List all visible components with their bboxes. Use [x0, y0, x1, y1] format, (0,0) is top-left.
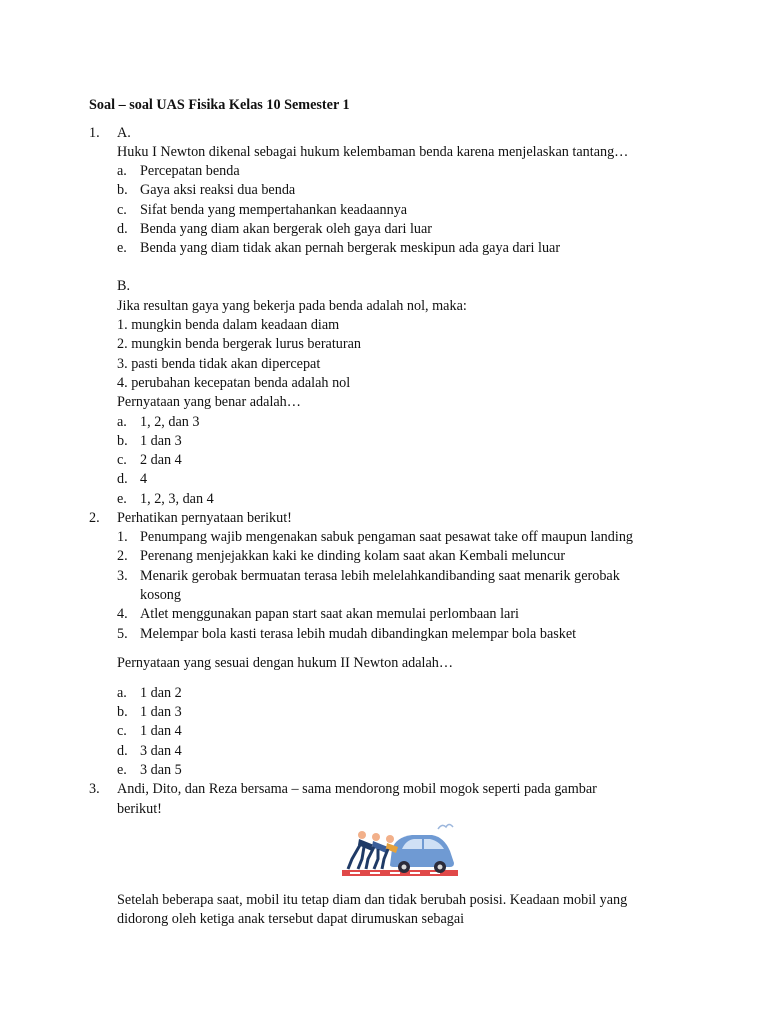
option-letter: d.	[117, 221, 128, 237]
statement-text: Penumpang wajib mengenakan sabuk pengaman saat pesawat take off maupun landing	[140, 529, 634, 545]
statement-text: Menarik gerobak bermuatan terasa lebih melelahkandibanding saat menarik gerobak	[140, 568, 620, 584]
option-letter: a.	[117, 414, 127, 430]
q1-number: 1.	[89, 125, 100, 141]
option-text: Gaya aksi reaksi dua benda	[140, 182, 296, 198]
q3-question: Andi, Dito, dan Reza bersama – sama mendorong mobil mogok seperti pada gambar	[117, 781, 597, 797]
statement-number: 4.	[117, 606, 128, 622]
statement: 2. mungkin benda bergerak lurus beraturan	[117, 336, 361, 352]
option-text: Benda yang diam tidak akan pernah bergerak meskipun ada gaya dari luar	[140, 240, 561, 256]
statement-number: 3.	[117, 568, 128, 584]
statement-text-continued: kosong	[140, 587, 181, 603]
q2-question: Perhatikan pernyataan berikut!	[117, 510, 292, 526]
statement: 3. pasti benda tidak akan dipercepat	[117, 356, 321, 372]
statement-number: 5.	[117, 626, 128, 642]
option-text: 1 dan 3	[140, 433, 182, 449]
option-text: 1, 2, 3, dan 4	[140, 491, 214, 507]
q3-after-text: Setelah beberapa saat, mobil itu tetap diam dan tidak berubah posisi. Keadaan mobil yang	[117, 892, 628, 908]
option-text: 4	[140, 471, 148, 487]
q1b-prompt: Pernyataan yang benar adalah…	[117, 394, 301, 410]
q2-number: 2.	[89, 510, 100, 526]
option-text: 2 dan 4	[140, 452, 182, 468]
q1b-question: Jika resultan gaya yang bekerja pada benda adalah nol, maka:	[117, 298, 467, 314]
option-letter: c.	[117, 723, 127, 739]
car	[390, 835, 454, 873]
option-letter: b.	[117, 433, 128, 449]
option-text: Sifat benda yang mempertahankan keadaannya	[140, 202, 408, 218]
option-letter: d.	[117, 471, 128, 487]
q3-after-text-continued: didorong oleh ketiga anak tersebut dapat dirumuskan sebagai	[117, 911, 465, 927]
option-letter: a.	[117, 685, 127, 701]
option-text: 3 dan 4	[140, 743, 182, 759]
statement-text: Perenang menjejakkan kaki ke dinding kolam saat akan Kembali meluncur	[140, 548, 566, 564]
option-letter: e.	[117, 240, 127, 256]
statement-number: 1.	[117, 529, 128, 545]
q1a-question: Huku I Newton dikenal sebagai hukum kelembaman benda karena menjelaskan tantang…	[117, 144, 629, 160]
option-text: 1 dan 4	[140, 723, 182, 739]
pushing-car-illustration	[340, 815, 460, 883]
q1b-label: B.	[117, 278, 131, 294]
statement-number: 2.	[117, 548, 128, 564]
statement-text: Melempar bola kasti terasa lebih mudah dibandingkan melempar bola basket	[140, 626, 577, 642]
q2-prompt: Pernyataan yang sesuai dengan hukum II Newton adalah…	[117, 655, 454, 671]
option-letter: c.	[117, 452, 127, 468]
option-letter: e.	[117, 491, 127, 507]
q3-number: 3.	[89, 781, 100, 797]
q1a-label: A.	[117, 125, 131, 141]
option-letter: e.	[117, 762, 127, 778]
document-title: Soal – soal UAS Fisika Kelas 10 Semester 1	[89, 97, 350, 113]
option-text: 1 dan 3	[140, 704, 182, 720]
option-text: 3 dan 5	[140, 762, 182, 778]
statement-text: Atlet menggunakan papan start saat akan memulai perlombaan lari	[140, 606, 519, 622]
option-letter: a.	[117, 163, 127, 179]
option-letter: d.	[117, 743, 128, 759]
option-text: Benda yang diam akan bergerak oleh gaya dari luar	[140, 221, 433, 237]
option-text: 1, 2, dan 3	[140, 414, 200, 430]
option-text: 1 dan 2	[140, 685, 182, 701]
statement: 1. mungkin benda dalam keadaan diam	[117, 317, 340, 333]
option-letter: c.	[117, 202, 127, 218]
statement: 4. perubahan kecepatan benda adalah nol	[117, 375, 351, 391]
q3-question-continued: berikut!	[117, 801, 162, 817]
option-text: Percepatan benda	[140, 163, 240, 179]
option-letter: b.	[117, 704, 128, 720]
option-letter: b.	[117, 182, 128, 198]
